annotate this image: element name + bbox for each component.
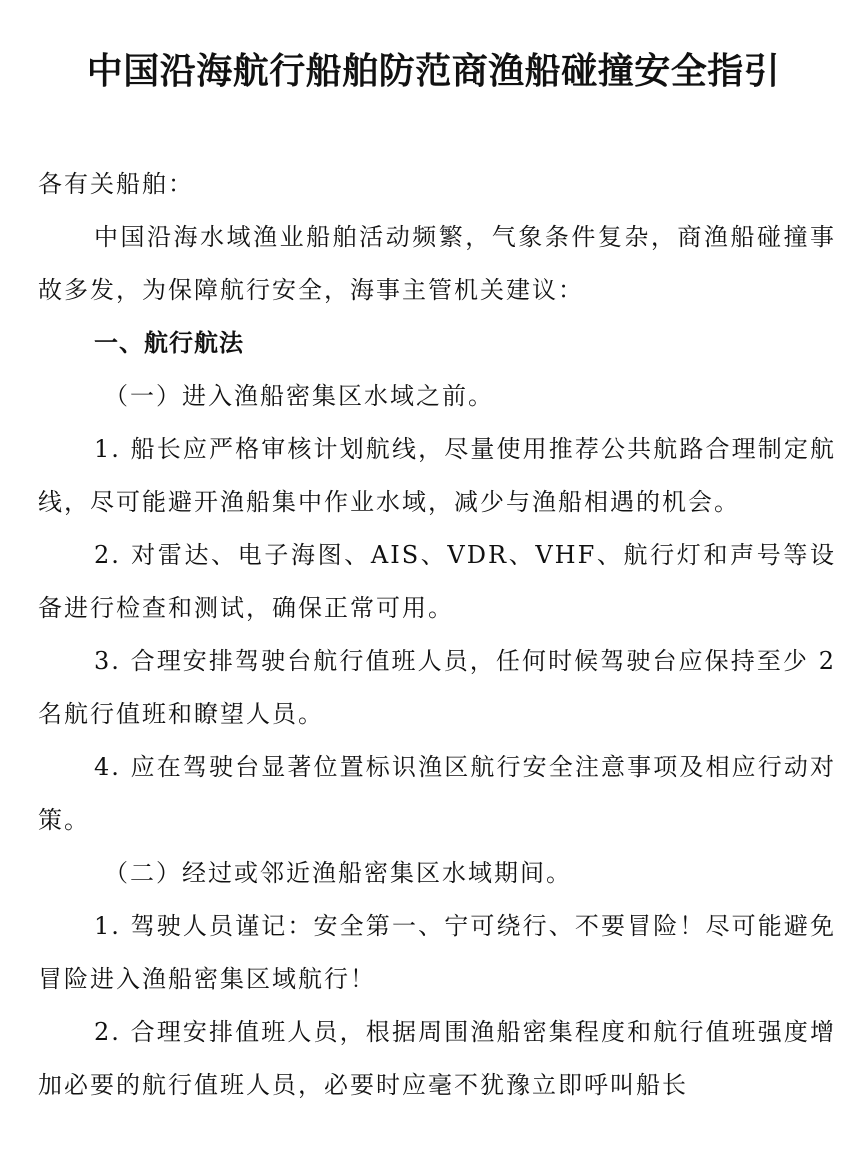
list-item: 1. 驾驶人员谨记：安全第一、宁可绕行、不要冒险！尽可能避免冒险进入渔船密集区域航行！ xyxy=(38,912,836,993)
list-item: 2. 合理安排值班人员，根据周围渔船密集程度和航行值班强度增加必要的航行值班人员，必要时应毫不犹豫立即呼叫船长 xyxy=(38,1018,836,1099)
document-body xyxy=(38,158,836,1112)
list-item: 3. 合理安排驾驶台航行值班人员，任何时候驾驶台应保持至少 2 名航行值班和瞭望人员。 xyxy=(38,647,836,728)
subsection-heading-during-passage: （二）经过或邻近渔船密集区水域期间。 xyxy=(104,859,572,887)
list-item: 1. 船长应严格审核计划航线，尽量使用推荐公共航路合理制定航线，尽可能避开渔船集中作业水域，减少与渔船相遇的机会。 xyxy=(38,435,836,516)
subsection-heading-before-entering: （一）进入渔船密集区水域之前。 xyxy=(104,382,494,410)
list-item: 4. 应在驾驶台显著位置标识渔区航行安全注意事项及相应行动对策。 xyxy=(38,753,836,834)
salutation: 各有关船舶： xyxy=(38,170,194,198)
section-heading-navigation: 一、航行航法 xyxy=(94,329,244,357)
document-title: 中国沿海航行船舶防范商渔船碰撞安全指引 xyxy=(86,51,781,93)
list-item: 2. 对雷达、电子海图、AIS、VDR、VHF、航行灯和声号等设备进行检查和测试，确保正常可用。 xyxy=(38,541,836,622)
intro-paragraph: 中国沿海水域渔业船舶活动频繁，气象条件复杂，商渔船碰撞事故多发，为保障航行安全，海事主管机关建议： xyxy=(38,223,836,304)
